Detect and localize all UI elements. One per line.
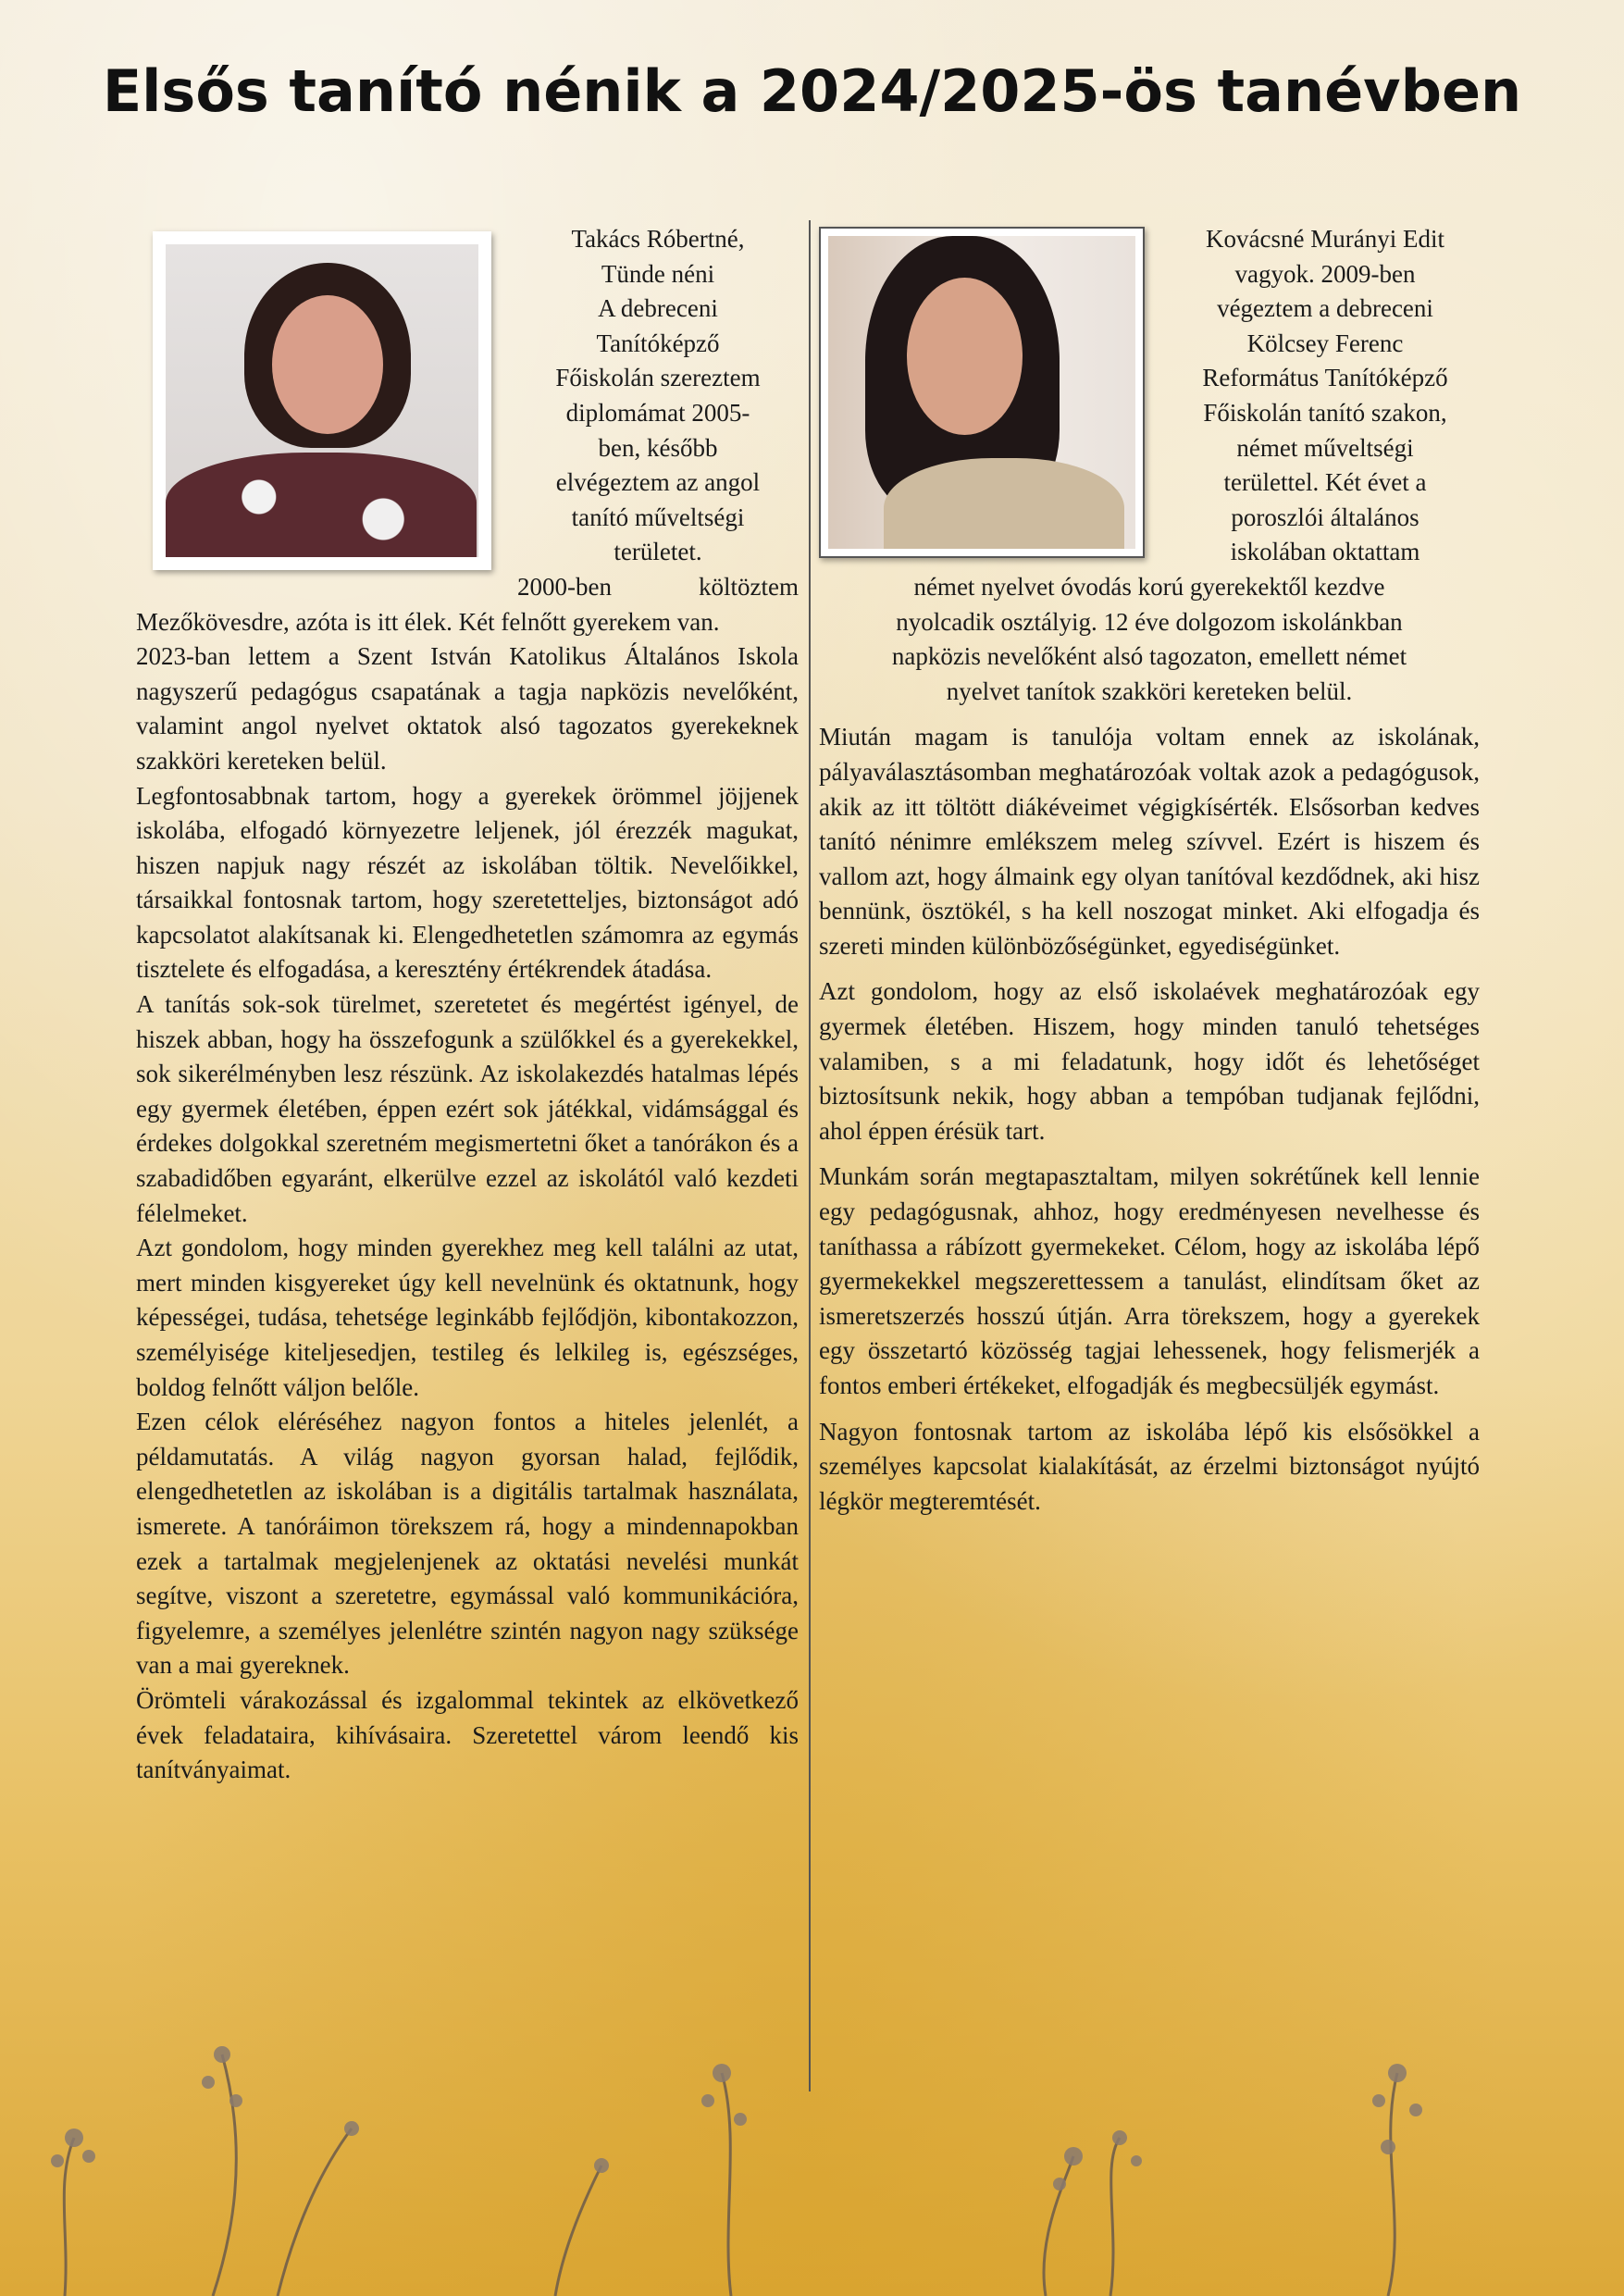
intro-line: területet. [614, 538, 702, 566]
teacher-right-article [819, 222, 1480, 1519]
intro-line: német nyelvet óvodás korú gyerekektől kezdve [913, 572, 1385, 601]
intro-line: Főiskolán tanító szakon, [1203, 398, 1447, 427]
portrait-photo-icon [166, 244, 478, 557]
paragraph: Nagyon fontosnak tartom az iskolába lépő kis elsősökkel a személyes kapcsolat kialakítását, az érzelmi biztonságot nyújtó légkör megteremtését. [819, 1417, 1480, 1515]
paragraph: Miután magam is tanulója voltam ennek az iskolának, pályaválasztásomban meghatározóak voltak azok a pedagógusok, akik az itt töltött diákéveimet végigkísérték. Elsősorban kedves tanító nénimre emlékszem meleg szívvel. Ezért is hiszem és vallom azt, hogy álmaink egy olyan tanítóval kezdődnek, aki hisz bennünk, ösztökél, s ha kell noszogat minket. Aki elfogadja és szereti minden különbözőségünket, egyediségünket. [819, 723, 1480, 960]
intro-line: ben, később [598, 433, 718, 462]
intro-line: nyelvet tanítok szakköri kereteken belül. [946, 676, 1353, 705]
intro-line: Kölcsey Ferenc [1246, 329, 1404, 357]
teacher-left-photo [153, 231, 491, 570]
intro-line: elvégeztem az angol [555, 468, 761, 497]
intro-line: A debreceni [598, 294, 718, 323]
intro-line: Tünde néni [601, 259, 715, 288]
intro-line: diplomámat 2005- [565, 398, 750, 427]
intro-line: végeztem a debreceni [1217, 294, 1433, 323]
intro-line: Kovácsné Murányi Edit [1206, 225, 1444, 253]
intro-line: napközis nevelőként alsó tagozaton, emellett német [891, 642, 1407, 671]
paragraph: Ezen célok eléréséhez nagyon fontos a hiteles jelenlét, a példamutatás. A világ nagyon gyorsan halad, fejlődik, elengedhetetlen az iskolában is a digitális tartalmak használata, ismerete. A tanóráimon törekszem rá, hogy a mindennapokban ezek a tartalmak megjelenjenek az oktatási nevelési munkát segítve, viszont a szeretetre, egymással való kommunikációra, figyelemre, a személyes jelenlétre szintén nagyon nagy szüksége van a mai gyereknek. [136, 1408, 799, 1680]
portrait-photo-icon [828, 236, 1135, 549]
intro-line: nyolcadik osztályig. 12 éve dolgozom iskolánkban [896, 607, 1403, 636]
paragraph: A tanítás sok-sok türelmet, szeretetet és megértést igényel, de hiszek abban, hogy ha összefogunk a szülőkkel és a gyerekekkel, sok sikerélményben lesz részünk. Az iskolakezdés hatalmas lépés egy gyermek életében, éppen ezért sok játékkal, vidámsággal és érdekes dolgokkal szeretném megismertetni őket a tanórákon és a szabadidőben egyaránt, elkerülve ezzel az iskolától való kezdeti félelmeket. [136, 990, 799, 1227]
intro-line: vagyok. 2009-ben [1234, 259, 1416, 288]
intro-line: poroszlói általános [1231, 503, 1419, 531]
intro-line: Tanítóképző [596, 329, 720, 357]
intro-line: német műveltségi [1236, 433, 1414, 462]
paragraph: Azt gondolom, hogy az első iskolaévek meghatározóak egy gyermek életében. Hiszem, hogy minden tanuló tehetséges valamiben, s a mi feladatunk, hogy időt és lehetőséget biztosítsunk nekik, hogy abban a tempóban tudjanak fejlődni, ahol éppen érésük tart. [819, 977, 1480, 1145]
paragraph: 2000-ben költöztem Mezőkövesdre, azóta is itt élek. Két felnőtt gyerekem van. [136, 572, 799, 636]
dried-flowers-icon [0, 1999, 1624, 2296]
intro-line: iskolában oktattam [1230, 538, 1420, 566]
intro-line: tanító műveltségi [571, 503, 745, 531]
intro-line: Református Tanítóképző [1202, 364, 1448, 392]
paragraph: 2023-ban lettem a Szent István Katolikus Általános Iskola nagyszerű pedagógus csapatának a tagja napközis nevelőként, valamint angol nyelvet oktatok alsó tagozatos gyerekeknek szakköri kereteken belül. [136, 642, 799, 775]
teacher-right-photo [819, 227, 1145, 558]
intro-line: területtel. Két évet a [1223, 468, 1427, 497]
intro-line: Takács Róbertné, [571, 225, 745, 253]
paragraph: Azt gondolom, hogy minden gyerekhez meg kell találni az utat, mert minden kisgyereket úgy kell nevelnünk és oktatnunk, hogy képességei, tudása, tehetsége leginkább fejlődjön, kibontakozzon, személyisége kiteljesedjen, testileg és lelkileg is, egészséges, boldog felnőtt váljon belőle. [136, 1234, 799, 1401]
teacher-left-article [136, 222, 799, 1788]
column-divider [809, 220, 811, 2091]
paragraph: Legfontosabbnak tartom, hogy a gyerekek örömmel jöjjenek iskolába, elfogadó környezetre leljenek, jól érezzék magukat, hiszen napjuk nagy részét az iskolában töltik. Nevelőikkel, társaikkal fontosnak tartom, hogy szeretetteljes, biztonságot adó kapcsolatot alakítsanak ki. Elengedhetetlen számomra az egymás tisztelete és elfogadása, a keresztény értékrendek átadása. [136, 781, 799, 984]
paragraph: Örömteli várakozással és izgalommal tekintek az elkövetkező évek feladataira, kihívásaira. Szeretettel várom leendő kis tanítványaimat. [136, 1685, 799, 1784]
page-title: Elsős tanító nénik a 2024/2025-ös tanévben [102, 57, 1522, 125]
intro-line: Főiskolán szereztem [555, 364, 761, 392]
paragraph: Munkám során megtapasztaltam, milyen sokrétűnek kell lennie egy pedagógusnak, ahhoz, hogy eredményesen nevelhesse és taníthassa a rábízott gyermekeket. Célom, hogy az iskolába lépő gyermekekkel megszerettessem a tanulást, elindítsam őket az ismeretszerzés hosszú útján. Arra törekszem, hogy a gyerekek egy összetartó közösség tagjai lehessenek, hogy felismerjék a fontos emberi értékeket, elfogadják és megbecsüljék egymást. [819, 1162, 1480, 1399]
